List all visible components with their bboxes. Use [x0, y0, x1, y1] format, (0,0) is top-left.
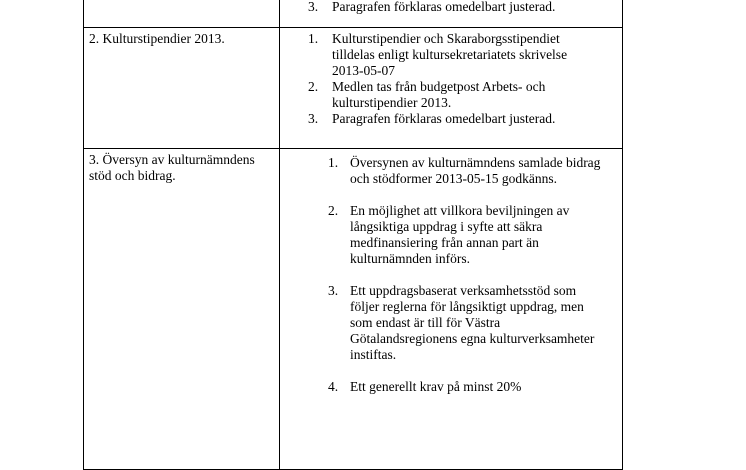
decision-number: 3. [328, 283, 339, 298]
decision-text: En möjlighet att villkora beviljningen av långsiktiga uppdrag i syfte att säkra medfinansiering från annan part än kulturnämnden införs. [350, 203, 570, 266]
decision-table [83, 0, 623, 470]
topic-cell [84, 28, 280, 149]
decision-item [280, 283, 622, 363]
decision-list [280, 0, 622, 15]
decision-text: Ett generellt krav på minst 20% [350, 379, 522, 394]
topic-cell [84, 0, 280, 28]
decision-number: 1. [328, 155, 339, 170]
decision-number: 4. [328, 379, 339, 394]
topic-text: 2. Kulturstipendier 2013. [89, 31, 225, 46]
decision-number: 3. [308, 111, 319, 126]
table-row [84, 0, 623, 28]
decision-cell [280, 28, 623, 149]
topic-cell [84, 149, 280, 470]
decision-item [280, 203, 622, 267]
decision-list [280, 28, 622, 127]
decision-cell [280, 149, 623, 470]
decision-number: 2. [308, 79, 319, 94]
decision-item [280, 155, 622, 187]
decision-item [280, 111, 622, 127]
decision-text: Paragrafen förklaras omedelbart justerad. [332, 111, 556, 126]
decision-item [280, 0, 622, 15]
table-row [84, 28, 623, 149]
decision-cell [280, 0, 623, 28]
decision-text: Medlen tas från budgetpost Arbets- och kulturstipendier 2013. [332, 79, 546, 110]
decision-text: Ett uppdragsbaserat verksamhetsstöd som följer reglerna för långsiktigt uppdrag, men som endast är till för Västra Götalandsregionens egna kulturverksamheter instiftas. [350, 283, 595, 362]
decision-list [280, 149, 622, 395]
decision-text: Paragrafen förklaras omedelbart justerad. [332, 0, 556, 14]
decision-number: 3. [308, 0, 319, 14]
decision-number: 2. [328, 203, 339, 218]
topic-text: 3. Översyn av kulturnämndens stöd och bidrag. [89, 152, 255, 183]
decision-text: Kulturstipendier och Skaraborgsstipendiet tilldelas enligt kultursekretariatets skrivelse 2013-05-07 [332, 31, 568, 78]
table-row [84, 149, 623, 470]
decision-number: 1. [308, 31, 319, 46]
decision-text: Översynen av kulturnämndens samlade bidrag och stödformer 2013-05-15 godkänns. [350, 155, 601, 186]
decision-item [280, 379, 622, 395]
decision-item [280, 79, 622, 111]
decision-item [280, 31, 622, 79]
